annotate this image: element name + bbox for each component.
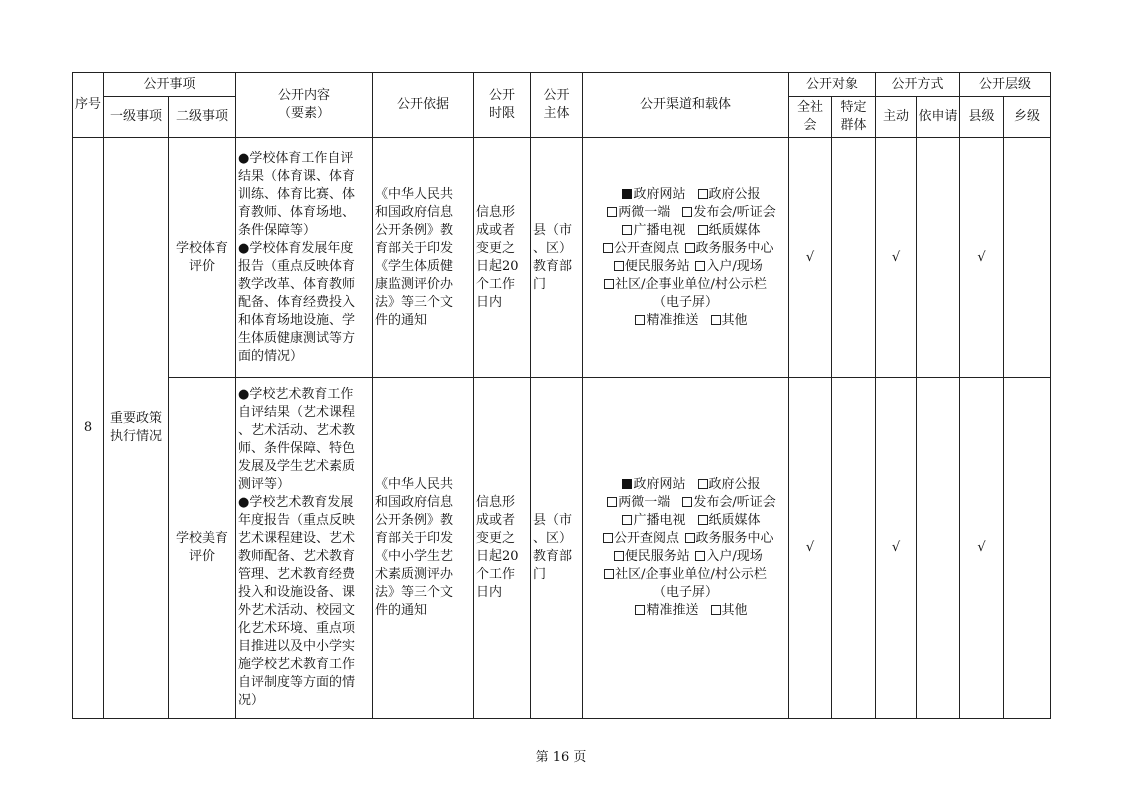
row-channels <box>583 138 789 378</box>
row-subject: 县（市 、区） 教育部 门 <box>531 378 583 719</box>
channel-option <box>611 186 698 204</box>
channel-option <box>682 494 775 512</box>
channel-label: （电子屏） <box>653 294 719 310</box>
channel-option <box>624 602 711 620</box>
channel-line <box>583 294 788 312</box>
page-number: 第 16 页 <box>535 750 587 765</box>
channel-option <box>604 566 767 584</box>
check-target-specific <box>832 378 876 719</box>
channel-label: 便民服务站 <box>624 258 690 274</box>
channel-label: 其他 <box>721 312 748 328</box>
channel-option <box>624 312 711 330</box>
channel-option <box>698 222 761 240</box>
channel-label: 发布会/听证会 <box>693 204 776 220</box>
channel-option <box>608 258 695 276</box>
channel-line <box>583 548 788 566</box>
check-target-all: √ <box>789 138 832 378</box>
row-basis: 《中华人民共 和国政府信息 公开条例》教 育部关于印发 《学生体质健 康监测评价办 法》等三个文 件的通知 <box>373 138 474 378</box>
check-method-apply <box>917 378 960 719</box>
channel-label: 政府网站 <box>633 477 686 492</box>
row-level2: 学校体育 评价 <box>169 138 236 378</box>
channel-label: 其他 <box>721 603 748 618</box>
channel-label: 纸质媒体 <box>708 513 761 528</box>
channel-option <box>653 584 718 602</box>
channel-label: 精准推送 <box>646 312 699 328</box>
channel-label: 入户/现场 <box>706 258 763 274</box>
channel-line <box>583 204 788 222</box>
row-content: ●学校体育工作自评 结果（体育课、体育 训练、体育比赛、体 育教师、体育场地、 条件保障等） ●学校体育发展年度 报告（重点反映体育 教学改革、体育教师 配备、体育经费投入 和体育场地设施、学 生体质健康测试等方 面的情况） <box>236 138 373 378</box>
channel-option <box>695 548 762 566</box>
channel-option <box>611 512 698 530</box>
channel-option <box>685 530 774 548</box>
checkbox-icon <box>682 207 692 217</box>
channel-option <box>698 512 761 530</box>
check-method-active: √ <box>876 138 917 378</box>
channel-label: 两微一端 <box>618 495 671 510</box>
channel-option <box>604 276 767 294</box>
channel-line <box>583 602 788 620</box>
check-method-active: √ <box>876 378 917 719</box>
header-method: 公开方式 <box>876 73 960 97</box>
channel-label: 政府网站 <box>633 186 686 202</box>
channel-label: （电子屏） <box>653 585 719 600</box>
checkbox-icon <box>603 533 613 543</box>
check-level-town <box>1004 378 1051 719</box>
check-level-town <box>1004 138 1051 378</box>
row-level2: 学校美育 评价 <box>169 378 236 719</box>
channel-option <box>595 204 682 222</box>
channel-label: 广播电视 <box>633 513 686 528</box>
checkbox-icon <box>698 189 708 199</box>
channel-option <box>595 494 682 512</box>
group-seq: 8 <box>73 138 104 719</box>
checkbox-icon <box>685 533 695 543</box>
checkbox-icon <box>711 315 721 325</box>
checkbox-icon <box>695 551 705 561</box>
check-target-specific <box>832 138 876 378</box>
header-public-item: 公开事项 <box>104 73 236 97</box>
row-content: ●学校艺术教育工作 自评结果（艺术课程 、艺术活动、艺术教 师、条件保障、特色 发展及学生艺术素质 测评等） ●学校艺术教育发展 年度报告（重点反映 艺术课程建设、艺术 教师配备、艺术教育 管理、艺术教育经费 投入和设施设备、课 外艺术活动、校园文 化艺术环境、重点项 目推进以及中小学实 施学校艺术教育工作 自评制度等方面的情 况） <box>236 378 373 719</box>
checkbox-icon <box>635 315 645 325</box>
channel-line <box>583 186 788 204</box>
channel-line <box>583 240 788 258</box>
checkbox-icon <box>604 569 614 579</box>
channel-option <box>711 602 748 620</box>
channel-option <box>685 240 774 258</box>
header-level-town: 乡级 <box>1004 97 1051 138</box>
header-level: 公开层级 <box>960 73 1051 97</box>
channel-line <box>583 566 788 584</box>
checkbox-icon <box>622 225 632 235</box>
channel-label: 政务服务中心 <box>695 531 774 546</box>
check-level-county: √ <box>960 378 1004 719</box>
channel-line <box>583 222 788 240</box>
checkbox-icon <box>698 515 708 525</box>
header-target-all: 全社 会 <box>789 97 832 138</box>
header-target: 公开对象 <box>789 73 876 97</box>
header-level-county: 县级 <box>960 97 1004 138</box>
channel-label: 两微一端 <box>618 204 671 220</box>
group-level1: 重要政策 执行情况 <box>104 138 169 719</box>
channel-line <box>583 312 788 330</box>
checkbox-icon <box>635 605 645 615</box>
row-time-limit: 信息形 成或者 变更之 日起20 个工作 日内 <box>474 378 531 719</box>
table-row <box>73 378 1051 719</box>
checkbox-icon <box>603 243 613 253</box>
checkbox-icon <box>698 225 708 235</box>
channel-line <box>583 584 788 602</box>
row-subject: 县（市 、区） 教育部 门 <box>531 138 583 378</box>
header-seq: 序号 <box>73 73 104 138</box>
header-target-specific: 特定 群体 <box>832 97 876 138</box>
channel-line <box>583 476 788 494</box>
channel-line <box>583 530 788 548</box>
channel-option <box>698 186 761 204</box>
header-level1: 一级事项 <box>104 97 169 138</box>
checkbox-icon <box>711 605 721 615</box>
header-method-active: 主动 <box>876 97 917 138</box>
channel-option <box>598 240 685 258</box>
header-row-1 <box>73 73 1051 97</box>
header-level2: 二级事项 <box>169 97 236 138</box>
checkbox-icon <box>607 207 617 217</box>
channel-line <box>583 258 788 276</box>
channel-label: 广播电视 <box>633 222 686 238</box>
checkbox-icon <box>604 279 614 289</box>
channel-option <box>611 222 698 240</box>
channel-label: 社区/企事业单位/村公示栏 <box>615 276 767 292</box>
checkbox-icon <box>622 515 632 525</box>
header-basis: 公开依据 <box>373 73 474 138</box>
checkbox-icon <box>682 497 692 507</box>
checkbox-icon <box>698 479 708 489</box>
channel-line <box>583 512 788 530</box>
channel-label: 公开查阅点 <box>613 240 679 256</box>
checkbox-icon <box>685 243 695 253</box>
channel-option <box>611 476 698 494</box>
header-time-limit: 公开 时限 <box>474 73 531 138</box>
channel-option <box>711 312 748 330</box>
header-method-apply: 依申请 <box>917 97 960 138</box>
checked-box-icon <box>622 189 632 199</box>
channel-option <box>653 294 718 312</box>
channel-label: 公开查阅点 <box>613 531 679 546</box>
table-row <box>73 138 1051 378</box>
channel-label: 入户/现场 <box>706 549 763 564</box>
check-method-apply <box>917 138 960 378</box>
channel-label: 发布会/听证会 <box>693 495 776 510</box>
channel-option <box>695 258 762 276</box>
row-time-limit: 信息形 成或者 变更之 日起20 个工作 日内 <box>474 138 531 378</box>
channel-label: 政府公报 <box>708 186 761 202</box>
row-channels <box>583 378 789 719</box>
channel-label: 便民服务站 <box>624 549 690 564</box>
check-target-all: √ <box>789 378 832 719</box>
channel-option <box>682 204 775 222</box>
check-level-county: √ <box>960 138 1004 378</box>
channel-label: 纸质媒体 <box>708 222 761 238</box>
channel-label: 政务服务中心 <box>695 240 774 256</box>
channel-option <box>598 530 685 548</box>
header-channels: 公开渠道和载体 <box>583 73 789 138</box>
checkbox-icon <box>607 497 617 507</box>
row-basis: 《中华人民共 和国政府信息 公开条例》教 育部关于印发 《中小学生艺 术素质测评办 法》等三个文 件的通知 <box>373 378 474 719</box>
checkbox-icon <box>614 261 624 271</box>
channel-label: 政府公报 <box>708 477 761 492</box>
disclosure-table <box>72 72 1051 719</box>
channel-label: 社区/企事业单位/村公示栏 <box>615 567 767 582</box>
checked-box-icon <box>622 479 632 489</box>
channel-option <box>698 476 761 494</box>
header-subject: 公开 主体 <box>531 73 583 138</box>
channel-label: 精准推送 <box>646 603 699 618</box>
channel-line <box>583 276 788 294</box>
channel-option <box>608 548 695 566</box>
checkbox-icon <box>614 551 624 561</box>
channel-line <box>583 494 788 512</box>
checkbox-icon <box>695 261 705 271</box>
header-content: 公开内容 （要素） <box>236 73 373 138</box>
